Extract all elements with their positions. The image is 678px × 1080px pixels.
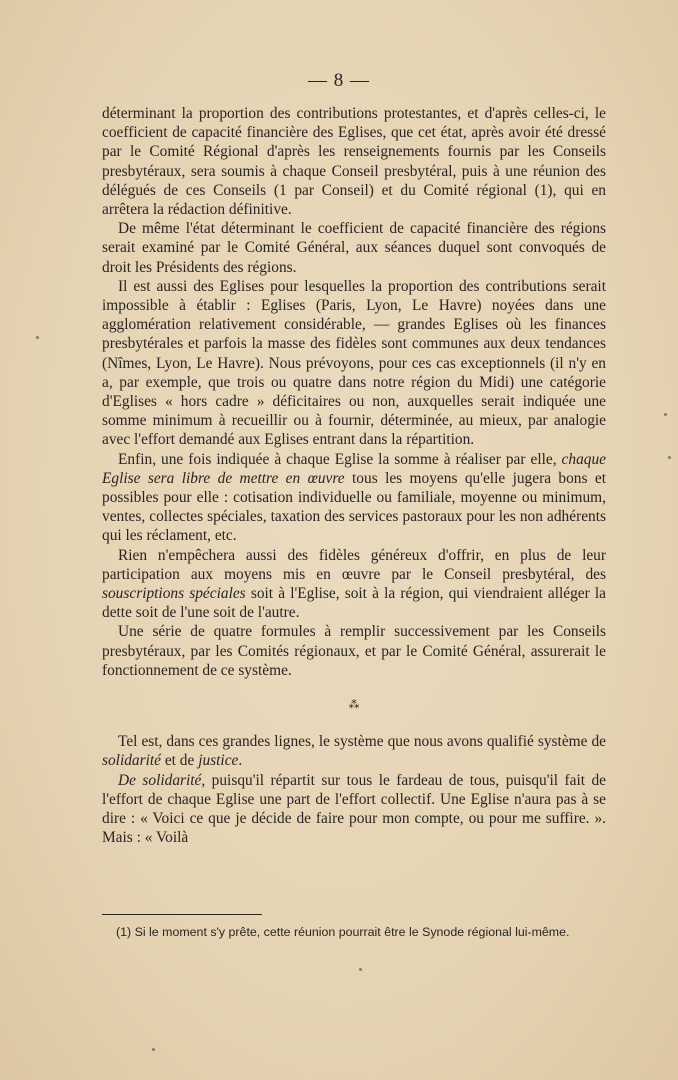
body-text — [102, 104, 606, 847]
text-run: tous les moyens qu'elle jugera bons et possibles pour elle : cotisation individuelle ou familiale, moyenne ou minimum, ventes, collectes spéciales, taxation des services pastoraux pour les non adhérents qui les réclament, etc. — [102, 469, 606, 545]
italic-phrase: chaque Eglise sera libre de mettre en œuvre — [102, 450, 606, 487]
paper-speck — [152, 1048, 155, 1051]
text-run: puisqu'il répartit sur tous le fardeau de tous, puisqu'il fait de l'effort de chaque Eglise une part de l'effort collectif. Une Eglise n'aura pas à se dire : « Voici ce que je décide de faire pour mon compte, ou pour me suffire. ». Mais : « Voilà — [102, 771, 606, 847]
asterism-divider — [102, 700, 606, 710]
text-run: . — [238, 752, 243, 770]
paper-speck — [36, 336, 39, 339]
paper-speck — [664, 413, 667, 416]
paragraph-continued: déterminant la proportion des contributions protestantes, et d'après celles-ci, le coefficient de capacité financière des Eglises, que cet état, après avoir été dressé par le Comité Régional d'après les renseignements fournis par les Conseils presbytéraux, sera soumis à chaque Conseil presbytéral, puis à une réunion des délégués de ces Conseils (1 par Conseil) et du Comité régional (1), qui en arrêtera la rédaction définitive. — [102, 105, 606, 219]
paper-speck — [668, 456, 671, 459]
italic-word: justice — [198, 752, 239, 770]
paragraph-solidarite — [102, 771, 606, 848]
paragraph-regions: De même l'état déterminant le coefficient de capacité financière des régions serait examiné par le Comité Général, aux séances duquel sont convoqués de droit les Présidents des régions. — [102, 220, 606, 276]
text-run: Rien n'empêchera aussi des fidèles généreux d'offrir, en plus de leur participation aux moyens mis en œuvre par le Conseil presbytéral, des — [102, 546, 606, 583]
asterism: ⁂ — [348, 699, 360, 712]
paragraph-rien — [102, 546, 606, 623]
paper-speck — [359, 968, 362, 971]
text-run: Tel est, dans ces grandes lignes, le système que nous avons qualifié système de — [118, 733, 606, 751]
paragraph-exceptions: Il est aussi des Eglises pour lesquelles la proportion des contributions serait impossible à établir : Eglises (Paris, Lyon, Le Havre) noyées dans une agglomération relativement considérable, — grandes Eglises où les finances presbytérales et parfois la masse des fidèles sont communes aux deux tendances (Nîmes, Lyon, Le Havre). Nous prévoyons, pour ces cas exceptionnels (il n'y en a, par exemple, que trois ou quatre dans notre région du Midi) une catégorie d'Eglises « hors cadre » déficitaires ou non, auxquelles serait indiquée une somme minimum à recueillir ou à fournir, déterminée, au mieux, par analogie avec l'effort demandé aux Eglises entrant dans la répartition. — [102, 277, 606, 449]
paragraph-tel-est — [102, 732, 606, 770]
page-number: — 8 — — [308, 70, 370, 91]
paragraph-enfin — [102, 450, 606, 546]
text-run: et de — [161, 752, 199, 770]
paragraph-formules: Une série de quatre formules à remplir successivement par les Conseils presbytéraux, par les Comités régionaux, et par le Comité Général, assurerait le fonctionnement de ce système. — [102, 623, 606, 679]
italic-word: solidarité — [102, 752, 161, 770]
footnote: (1) Si le moment s'y prête, cette réunion pourrait être le Synode régional lui-même. — [116, 925, 570, 939]
italic-phrase: souscriptions spéciales — [102, 585, 246, 603]
footnote-rule — [102, 914, 262, 915]
italic-word: De solidarité, — [118, 771, 206, 789]
text-run: soit à l'Eglise, soit à la région, qui viendraient alléger la dette soit de l'une soit de l'autre. — [102, 585, 607, 622]
text-run: Enfin, une fois indiquée à chaque Eglise la somme à réaliser par elle, — [118, 450, 562, 468]
